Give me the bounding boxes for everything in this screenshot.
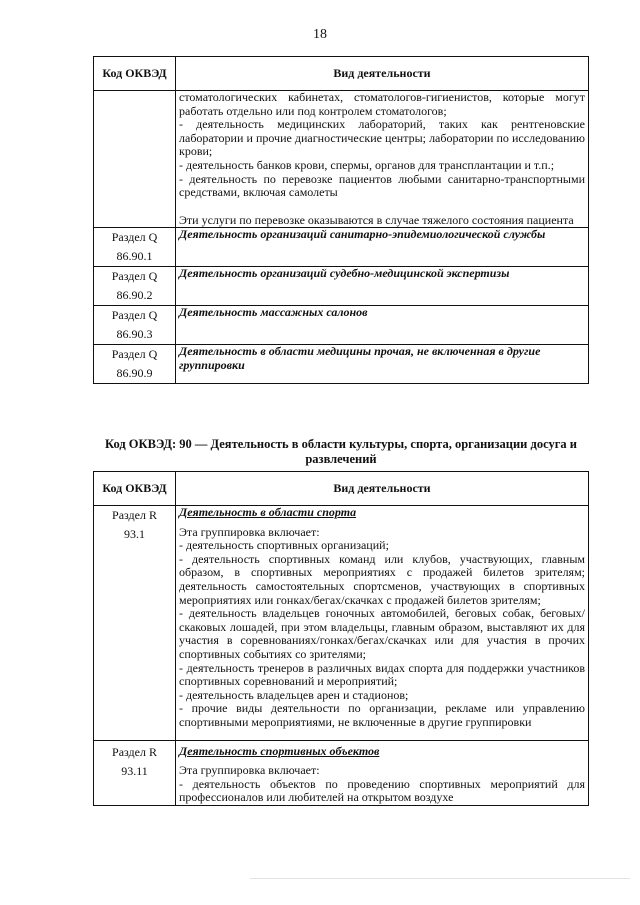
code-cell <box>94 267 176 306</box>
list-item: - деятельность владельцев арен и стадионов; <box>179 687 409 702</box>
page-number: 18 <box>313 27 327 42</box>
continuation-cell <box>176 91 589 228</box>
header-code: Код ОКВЭД <box>94 57 176 91</box>
okved-code: 86.90.3 <box>116 327 153 342</box>
scan-edge-line <box>250 878 630 879</box>
activity-title: Деятельность в области медицины прочая, не включенная в другие группировки <box>176 345 589 384</box>
continuation-line: - деятельность медицинских лабораторий, таких как рентгеновские лаборатории и прочие диагностические центры; лаборатории по исследованию крови; <box>179 117 585 159</box>
activity-title: Деятельность спортивных объектов <box>179 743 380 758</box>
okved-code: 86.90.9 <box>116 366 153 381</box>
continuation-line: - деятельность по перевозке пациентов любыми санитарно-транспортными средствами, включая самолеты <box>179 171 585 200</box>
header-code: Код ОКВЭД <box>94 472 176 506</box>
list-item: - деятельность спортивных команд или клубов, участвующих, главным образом, в спортивных мероприятиях с продажей билетов зрителям; деятельность самостоятельных спортсменов, участвующих в спортивных мероприятиях или гонках/бегах/скачках с продажей билетов зрителям; <box>179 551 585 607</box>
table-row <box>94 740 589 805</box>
section-label: Раздел Q <box>111 347 158 362</box>
code-cell <box>94 228 176 267</box>
activity-title: Деятельность организаций санитарно-эпидемиологической службы <box>176 228 589 267</box>
section-label: Раздел Q <box>111 230 158 245</box>
table-row <box>94 306 589 345</box>
list-item: - прочие виды деятельности по организации, рекламе или управлению спортивными мероприятиями, не включенные в другие группировки <box>179 701 585 729</box>
continuation-line: стоматологических кабинетах, стоматологов-гигиенистов, которые могут работать отдельно или под контролем стоматологов; <box>179 90 585 118</box>
table-row <box>94 228 589 267</box>
table-header-row <box>94 472 589 506</box>
okved-table-culture-sport <box>93 471 589 806</box>
code-cell <box>94 740 176 805</box>
section-heading: Код ОКВЭД: 90 — Деятельность в области культуры, спорта, организации досуга и развлечений <box>105 437 577 466</box>
section-label: Раздел Q <box>111 269 158 284</box>
code-cell <box>94 306 176 345</box>
table-row <box>94 91 589 228</box>
code-cell <box>94 506 176 741</box>
table-header-row <box>94 57 589 91</box>
section-label: Раздел Q <box>111 308 158 323</box>
continuation-note: Эти услуги по перевозке оказываются в случае тяжелого состояния пациента <box>179 212 574 227</box>
okved-code: 93.11 <box>121 763 148 778</box>
okved-table-health <box>93 56 589 384</box>
table-row <box>94 506 589 741</box>
table-row <box>94 345 589 384</box>
activity-cell <box>176 506 589 741</box>
okved-code: 86.90.1 <box>116 249 153 264</box>
empty-code-cell <box>94 91 176 228</box>
section-label: Раздел R <box>112 508 157 522</box>
continuation-line: - деятельность банков крови, спермы, органов для трансплантации и т.п.; <box>179 157 555 172</box>
header-activity: Вид деятельности <box>176 472 589 506</box>
table-row <box>94 267 589 306</box>
list-item: - деятельность тренеров в различных видах спорта для поддержки участников спортивных соревнований и мероприятий; <box>179 660 585 689</box>
header-activity: Вид деятельности <box>176 57 589 91</box>
okved-code: 86.90.2 <box>116 288 153 303</box>
list-item: - деятельность спортивных организаций; <box>179 538 389 553</box>
list-item: - деятельность владельцев гоночных автомобилей, беговых собак, беговых/скаковых лошадей, при этом владельцы, главным образом, выставляют их для участия в соревнованиях/гонках/бегах/скачках или для участия в прочих спортивных событиях со зрителями; <box>179 606 585 661</box>
list-item: - деятельность объектов по проведению спортивных мероприятий для профессионалов или любителей на открытом воздухе <box>179 776 585 805</box>
activity-title: Деятельность организаций судебно-медицинской экспертизы <box>176 267 589 306</box>
intro-text: Эта группировка включает: <box>179 763 320 778</box>
activity-title: Деятельность массажных салонов <box>176 306 589 345</box>
activity-title: Деятельность в области спорта <box>179 505 357 519</box>
section-label: Раздел R <box>112 744 157 759</box>
activity-cell <box>176 740 589 805</box>
code-cell <box>94 345 176 384</box>
okved-code: 93.1 <box>124 527 145 541</box>
intro-text: Эта группировка включает: <box>179 524 320 539</box>
